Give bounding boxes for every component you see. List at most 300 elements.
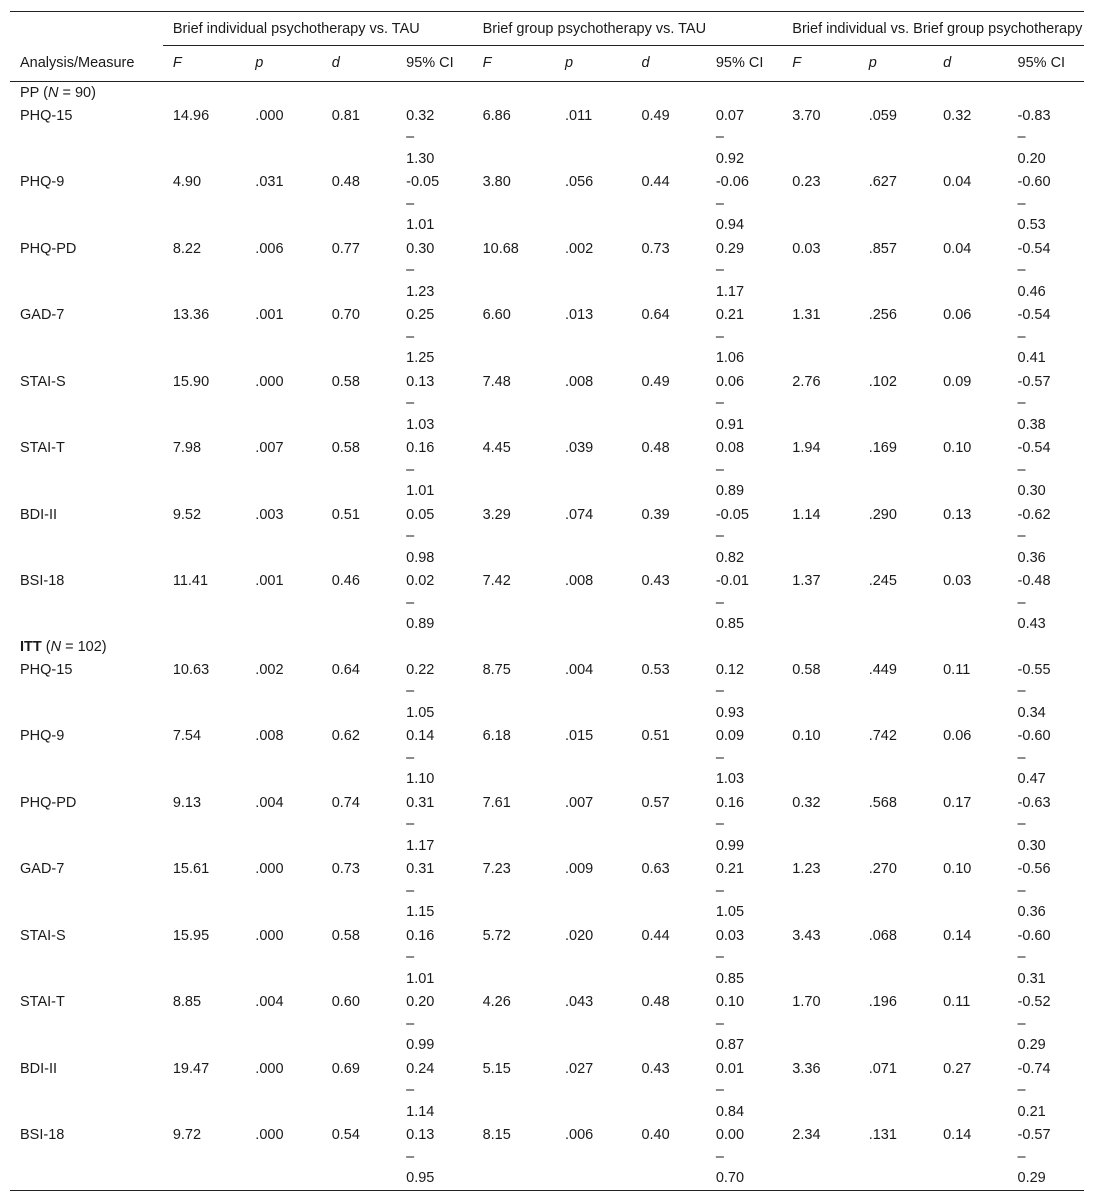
individual-vs-group-p-value: .059 <box>868 107 897 124</box>
ci-upper: 0.89 <box>715 483 745 499</box>
individual-vs-group-ci-value <box>1008 303 1084 370</box>
individual-vs-tau-f-value: 15.95 <box>172 927 210 944</box>
group-vs-tau-ci-value <box>706 503 782 570</box>
results-table <box>10 11 1084 1191</box>
individual-vs-group-d-value: 0.32 <box>943 107 972 124</box>
ci-separator: – <box>715 528 724 544</box>
individual-vs-group-p-value: .196 <box>868 994 897 1010</box>
individual-vs-tau-p-value: .000 <box>255 927 284 944</box>
group-vs-tau-ci-value <box>706 724 782 791</box>
ci-upper: 0.84 <box>715 1103 745 1120</box>
ci-upper: 0.36 <box>1017 549 1046 566</box>
ci-separator: – <box>715 1148 724 1165</box>
ci-upper: 1.03 <box>406 416 435 433</box>
group-vs-tau-p-value: .009 <box>565 861 594 877</box>
group-vs-tau-d-value: 0.73 <box>641 240 670 257</box>
individual-vs-tau-p-value: .000 <box>255 107 284 124</box>
group-vs-tau-f-value: 3.29 <box>482 506 511 523</box>
ci-lower: 0.02 <box>406 573 435 589</box>
ci-upper: 0.87 <box>715 1037 745 1053</box>
individual-vs-tau-p-value: .001 <box>255 573 284 589</box>
group-vs-tau-d-value: 0.39 <box>641 506 670 523</box>
measure-name: GAD-7 <box>20 861 65 877</box>
individual-vs-tau-ci-value <box>396 924 472 991</box>
individual-vs-tau-d-value: 0.62 <box>331 728 360 744</box>
ci-lower: -0.48 <box>1017 573 1051 589</box>
group-vs-tau-d-value: 0.40 <box>631 1123 705 1190</box>
group-vs-tau-ci-value <box>706 990 782 1057</box>
ci-separator: – <box>1017 328 1026 345</box>
ci-separator: – <box>1017 528 1026 544</box>
ci-separator: – <box>406 949 415 965</box>
individual-vs-tau-d-value: 0.58 <box>331 927 360 944</box>
individual-vs-group-p-value: .270 <box>868 861 897 877</box>
individual-vs-group-ci-value <box>1008 990 1084 1057</box>
ci-lower: -0.54 <box>1017 240 1051 257</box>
individual-vs-tau-ci-value <box>396 724 472 791</box>
individual-vs-group-f-value: 2.76 <box>792 373 821 390</box>
ci-separator: – <box>1017 395 1026 411</box>
ci-lower: 0.20 <box>406 994 435 1010</box>
ci-separator: – <box>715 328 724 345</box>
ci-upper: 0.85 <box>715 970 745 987</box>
ci-separator: – <box>715 683 724 699</box>
ci-separator: – <box>1017 1148 1026 1165</box>
ci-separator: – <box>1017 749 1026 766</box>
individual-vs-group-ci-value <box>1008 791 1084 858</box>
individual-vs-tau-p-value: .000 <box>255 1060 284 1077</box>
individual-vs-group-d-value: 0.27 <box>943 1060 972 1077</box>
ci-separator: – <box>1017 129 1026 145</box>
individual-vs-group-p-value: .256 <box>868 307 897 323</box>
individual-vs-group-f-value: 3.36 <box>792 1060 821 1077</box>
section-n-value: = 102) <box>61 638 107 655</box>
group-vs-tau-ci-value <box>706 104 782 171</box>
ci-upper: 0.46 <box>1017 283 1046 300</box>
table-row <box>10 436 1084 503</box>
group-vs-tau-p-value: .011 <box>565 107 593 124</box>
group-vs-tau-f-value: 4.45 <box>482 440 511 456</box>
measure-name: PHQ-PD <box>20 240 77 257</box>
individual-vs-group-p-value: .568 <box>868 794 897 811</box>
group-vs-tau-ci-value <box>706 170 782 237</box>
individual-vs-tau-ci-value <box>396 658 472 725</box>
ci-lower: 0.13 <box>406 373 435 390</box>
group-vs-tau-ci-value <box>706 237 782 304</box>
individual-vs-tau-ci-value <box>396 1057 472 1124</box>
individual-vs-group-d-value: 0.09 <box>943 373 972 390</box>
ci-upper: 0.30 <box>1017 837 1046 854</box>
ci-lower: -0.54 <box>1017 307 1051 323</box>
ci-lower: 0.07 <box>715 107 745 124</box>
group-vs-tau-ci-value <box>706 658 782 725</box>
group-vs-tau-d-value: 0.57 <box>641 794 670 811</box>
individual-vs-tau-p-value: .001 <box>255 307 284 323</box>
ci-lower: -0.05 <box>715 506 749 523</box>
individual-vs-group-ci-value <box>1008 658 1084 725</box>
individual-vs-tau-f-value: 14.96 <box>172 107 210 124</box>
ci-upper: 0.98 <box>406 549 435 566</box>
individual-vs-tau-d-value: 0.81 <box>331 107 360 124</box>
individual-vs-tau-d-value: 0.58 <box>331 373 360 390</box>
ci-separator: – <box>715 1015 724 1032</box>
individual-vs-tau-ci-value <box>396 857 472 924</box>
row-label-header: Analysis/Measure <box>10 12 163 82</box>
ci-lower: 0.21 <box>715 861 745 877</box>
table-row <box>10 370 1084 437</box>
individual-vs-group-p-value: .627 <box>868 174 897 190</box>
individual-vs-group-ci-value <box>1008 237 1084 304</box>
group-vs-tau-d-value: 0.44 <box>641 174 670 190</box>
section-label-bold: ITT <box>20 638 42 655</box>
group-vs-tau-ci-value <box>706 924 782 991</box>
individual-vs-tau-d-value: 0.54 <box>322 1123 396 1190</box>
individual-vs-tau-p-value: .008 <box>255 728 284 744</box>
table-row <box>10 1057 1084 1124</box>
ci-separator: – <box>715 195 724 212</box>
individual-vs-group-ci-value <box>1008 436 1084 503</box>
group-vs-tau-d-value: 0.64 <box>641 307 670 323</box>
individual-vs-group-p-value: .449 <box>868 661 897 678</box>
ci-separator: – <box>406 328 415 345</box>
ci-separator: – <box>406 461 415 478</box>
individual-vs-group-p-value: .102 <box>868 373 897 390</box>
individual-vs-group-ci-value <box>1008 569 1084 636</box>
individual-vs-tau-d-value: 0.73 <box>331 861 360 877</box>
individual-vs-tau-p-value: .000 <box>245 1123 321 1190</box>
group-vs-tau-f-value: 8.15 <box>473 1123 555 1190</box>
ci-separator: – <box>406 1148 415 1165</box>
results-table-container <box>10 11 1084 1191</box>
ci-separator: – <box>1017 594 1026 611</box>
ci-lower: -0.60 <box>1017 174 1051 190</box>
ci-upper: 1.15 <box>406 904 435 920</box>
stat-header-d: d <box>631 46 705 82</box>
section-label <box>10 81 1084 104</box>
ci-upper: 0.20 <box>1017 150 1046 167</box>
table-body <box>10 81 1084 1190</box>
section-label-text: ( <box>41 638 51 655</box>
individual-vs-tau-p-value: .002 <box>255 661 284 678</box>
ci-separator: – <box>406 195 415 212</box>
individual-vs-group-f-value: 1.70 <box>792 994 821 1010</box>
group-vs-tau-p-value: .074 <box>565 506 594 523</box>
ci-lower: 0.13 <box>406 1127 435 1143</box>
individual-vs-group-d-value: 0.06 <box>943 307 972 323</box>
ci-lower: 0.08 <box>715 440 745 456</box>
ci-lower: -0.74 <box>1017 1060 1051 1077</box>
measure-name: STAI-T <box>20 994 65 1010</box>
group-vs-tau-ci-value <box>706 303 782 370</box>
individual-vs-tau-ci-value <box>396 170 472 237</box>
ci-upper: 1.06 <box>715 350 745 366</box>
ci-lower: -0.57 <box>1017 373 1051 390</box>
stat-header-d: d <box>322 46 396 82</box>
individual-vs-group-p-value: .169 <box>868 440 897 456</box>
table-row <box>10 569 1084 636</box>
stat-header-p: p <box>245 46 321 82</box>
group-vs-tau-ci-value <box>706 370 782 437</box>
ci-upper: 0.85 <box>715 616 745 632</box>
individual-vs-tau-ci-value <box>396 104 472 171</box>
ci-lower: 0.12 <box>715 661 745 678</box>
ci-separator: – <box>715 461 724 478</box>
measure-name: BDI-II <box>20 506 58 523</box>
ci-separator: – <box>406 882 415 899</box>
table-row <box>10 303 1084 370</box>
ci-lower: 0.00 <box>715 1127 745 1143</box>
table-row <box>10 503 1084 570</box>
individual-vs-group-d-value: 0.04 <box>943 240 972 257</box>
individual-vs-group-ci-value <box>1008 924 1084 991</box>
group-vs-tau-ci-value <box>706 436 782 503</box>
group-vs-tau-d-value: 0.43 <box>641 1060 670 1077</box>
table-row <box>10 170 1084 237</box>
individual-vs-tau-f-value: 8.85 <box>172 994 202 1010</box>
individual-vs-group-ci-value <box>1008 104 1084 171</box>
group-vs-tau-p-value: .043 <box>565 994 594 1010</box>
group-vs-tau-p-value: .008 <box>565 573 594 589</box>
group-vs-tau-p-value: .013 <box>565 307 594 323</box>
individual-vs-group-d-value: 0.13 <box>943 506 972 523</box>
individual-vs-tau-p-value: .031 <box>255 174 284 190</box>
ci-upper: 0.31 <box>1017 970 1046 987</box>
ci-lower: 0.06 <box>715 373 745 390</box>
individual-vs-group-p-value: .068 <box>868 927 897 944</box>
group-vs-tau-ci-value <box>706 1123 782 1190</box>
ci-separator: – <box>406 594 415 611</box>
individual-vs-tau-d-value: 0.64 <box>331 661 360 678</box>
table-row <box>10 924 1084 991</box>
ci-upper: 0.38 <box>1017 416 1046 433</box>
header-stat-row <box>10 46 1084 82</box>
stat-header-p: p <box>859 46 933 82</box>
ci-lower: -0.05 <box>406 174 440 190</box>
ci-separator: – <box>1017 262 1026 278</box>
individual-vs-tau-ci-value <box>396 237 472 304</box>
ci-upper: 1.17 <box>715 283 745 300</box>
ci-separator: – <box>715 1082 724 1098</box>
individual-vs-group-p-value: .742 <box>868 728 897 744</box>
individual-vs-tau-f-value: 8.22 <box>172 240 202 257</box>
individual-vs-group-f-value: 0.10 <box>792 728 821 744</box>
group-vs-tau-p-value: .039 <box>565 440 594 456</box>
ci-separator: – <box>406 528 415 544</box>
group-vs-tau-d-value: 0.44 <box>641 927 670 944</box>
group-vs-tau-d-value: 0.63 <box>641 861 670 877</box>
individual-vs-tau-ci-value <box>396 990 472 1057</box>
group-vs-tau-f-value: 5.15 <box>482 1060 511 1077</box>
individual-vs-tau-f-value: 9.72 <box>163 1123 245 1190</box>
individual-vs-tau-ci-value <box>396 303 472 370</box>
table-row <box>10 857 1084 924</box>
ci-upper: 0.99 <box>406 1037 435 1053</box>
section-header-row <box>10 81 1084 104</box>
stat-header-f: F <box>473 46 555 82</box>
ci-separator: – <box>406 129 415 145</box>
ci-upper: 1.23 <box>406 283 435 300</box>
individual-vs-tau-f-value: 9.52 <box>172 506 202 523</box>
individual-vs-tau-f-value: 11.41 <box>172 573 209 589</box>
group-vs-tau-d-value: 0.48 <box>641 440 670 456</box>
ci-separator: – <box>1017 949 1026 965</box>
stat-header-ci: 95% CI <box>706 46 782 82</box>
ci-upper: 0.41 <box>1017 350 1046 366</box>
ci-lower: 0.30 <box>406 240 435 257</box>
group-vs-tau-p-value: .008 <box>565 373 594 390</box>
ci-upper: 0.89 <box>406 616 435 632</box>
section-n-value: = 90) <box>58 84 96 101</box>
individual-vs-tau-f-value: 19.47 <box>172 1060 210 1077</box>
section-label <box>10 636 1084 658</box>
individual-vs-tau-d-value: 0.46 <box>331 573 360 589</box>
individual-vs-group-ci-value <box>1008 724 1084 791</box>
group-vs-tau-p-value: .027 <box>565 1060 594 1077</box>
ci-separator: – <box>406 395 415 411</box>
individual-vs-group-ci-value <box>1008 1057 1084 1124</box>
individual-vs-tau-p-value: .000 <box>255 373 284 390</box>
ci-separator: – <box>715 395 724 411</box>
individual-vs-group-f-value: 0.32 <box>792 794 821 811</box>
individual-vs-group-ci-value <box>1008 857 1084 924</box>
ci-upper: 1.03 <box>715 771 745 787</box>
individual-vs-tau-f-value: 7.54 <box>172 728 202 744</box>
group-vs-tau-p-value: .015 <box>565 728 594 744</box>
ci-upper: 1.25 <box>406 350 435 366</box>
individual-vs-tau-d-value: 0.69 <box>331 1060 360 1077</box>
measure-name: PHQ-PD <box>20 794 77 811</box>
ci-upper: 0.34 <box>1017 704 1046 721</box>
ci-lower: 0.31 <box>406 861 435 877</box>
individual-vs-tau-p-value: .004 <box>255 794 284 811</box>
individual-vs-group-d-value: 0.06 <box>943 728 972 744</box>
group-vs-tau-p-value: .020 <box>565 927 594 944</box>
individual-vs-group-d-value: 0.10 <box>943 440 972 456</box>
ci-lower: 0.03 <box>715 927 745 944</box>
group-header-individual-vs-group: Brief individual vs. Brief group psychotherapy <box>782 12 1084 46</box>
table-row <box>10 724 1084 791</box>
group-vs-tau-p-value: .006 <box>555 1123 631 1190</box>
individual-vs-group-ci-value <box>1008 370 1084 437</box>
group-vs-tau-f-value: 6.60 <box>482 307 511 323</box>
individual-vs-group-f-value: 0.23 <box>792 174 821 190</box>
measure-name: PHQ-15 <box>20 661 73 678</box>
ci-upper: 1.01 <box>406 970 435 987</box>
ci-separator: – <box>1017 461 1026 478</box>
individual-vs-group-p-value: .290 <box>868 506 897 523</box>
individual-vs-tau-f-value: 9.13 <box>172 794 202 811</box>
individual-vs-tau-p-value: .003 <box>255 506 284 523</box>
ci-separator: – <box>1017 683 1026 699</box>
ci-lower: -0.06 <box>715 174 749 190</box>
ci-separator: – <box>406 262 415 278</box>
measure-name: STAI-S <box>20 927 66 944</box>
individual-vs-group-f-value: 0.03 <box>792 240 821 257</box>
individual-vs-group-f-value: 3.43 <box>792 927 821 944</box>
group-vs-tau-f-value: 8.75 <box>482 661 511 678</box>
group-vs-tau-ci-value <box>706 857 782 924</box>
table-row <box>10 990 1084 1057</box>
ci-upper: 0.36 <box>1017 904 1046 920</box>
ci-separator: – <box>1017 1015 1026 1032</box>
individual-vs-tau-f-value: 13.36 <box>172 307 210 323</box>
ci-lower: 0.01 <box>715 1060 745 1077</box>
ci-lower: -0.56 <box>1017 861 1051 877</box>
group-vs-tau-d-value: 0.49 <box>641 373 670 390</box>
group-vs-tau-f-value: 7.42 <box>482 573 511 589</box>
individual-vs-tau-d-value: 0.77 <box>331 240 360 257</box>
ci-separator: – <box>715 749 724 766</box>
ci-lower: 0.22 <box>406 661 435 678</box>
ci-separator: – <box>715 594 724 611</box>
measure-name: PHQ-9 <box>20 174 65 190</box>
ci-upper: 0.21 <box>1017 1103 1046 1120</box>
group-vs-tau-f-value: 5.72 <box>482 927 511 944</box>
section-header-row <box>10 636 1084 658</box>
table-row <box>10 791 1084 858</box>
ci-separator: – <box>406 749 415 766</box>
individual-vs-group-f-value: 1.94 <box>792 440 821 456</box>
stat-header-p: p <box>555 46 631 82</box>
ci-lower: 0.31 <box>406 794 435 811</box>
ci-separator: – <box>715 262 724 278</box>
ci-separator: – <box>406 1082 415 1098</box>
ci-upper: 0.43 <box>1017 616 1046 632</box>
ci-upper: 0.99 <box>715 837 745 854</box>
individual-vs-group-p-value: .131 <box>859 1123 933 1190</box>
group-header-individual-vs-tau: Brief individual psychotherapy vs. TAU <box>163 12 473 46</box>
individual-vs-group-d-value: 0.11 <box>943 994 971 1010</box>
table-row <box>10 104 1084 171</box>
group-vs-tau-d-value: 0.53 <box>641 661 670 678</box>
group-vs-tau-f-value: 7.48 <box>482 373 511 390</box>
ci-lower: 0.05 <box>406 506 435 523</box>
group-vs-tau-ci-value <box>706 791 782 858</box>
individual-vs-group-ci-value <box>1008 170 1084 237</box>
individual-vs-tau-f-value: 10.63 <box>172 661 210 678</box>
individual-vs-tau-p-value: .007 <box>255 440 284 456</box>
group-vs-tau-d-value: 0.43 <box>641 573 670 589</box>
group-vs-tau-f-value: 4.26 <box>482 994 511 1010</box>
individual-vs-group-d-value: 0.11 <box>943 661 971 678</box>
group-vs-tau-f-value: 6.18 <box>482 728 511 744</box>
measure-name: BSI-18 <box>10 1123 163 1190</box>
stat-header-ci: 95% CI <box>1008 46 1084 82</box>
ci-separator: – <box>1017 882 1026 899</box>
group-vs-tau-f-value: 6.86 <box>482 107 511 124</box>
ci-lower: -0.62 <box>1017 506 1051 523</box>
individual-vs-tau-f-value: 15.90 <box>172 373 210 390</box>
individual-vs-tau-ci-value <box>396 436 472 503</box>
ci-upper: 1.17 <box>406 837 435 854</box>
ci-upper: 0.29 <box>1017 1037 1046 1053</box>
ci-lower: -0.63 <box>1017 794 1051 811</box>
section-n-symbol: N <box>47 84 59 101</box>
ci-upper: 1.01 <box>406 483 435 499</box>
ci-lower: 0.25 <box>406 307 435 323</box>
ci-lower: -0.52 <box>1017 994 1051 1010</box>
ci-lower: 0.14 <box>406 728 435 744</box>
measure-name: GAD-7 <box>20 307 65 323</box>
stat-header-d: d <box>933 46 1007 82</box>
ci-separator: – <box>1017 1082 1026 1098</box>
individual-vs-group-p-value: .857 <box>868 240 897 257</box>
individual-vs-tau-ci-value <box>396 370 472 437</box>
ci-upper: 0.82 <box>715 549 745 566</box>
group-vs-tau-p-value: .007 <box>565 794 594 811</box>
ci-upper: 0.29 <box>1017 1170 1046 1186</box>
section-n-symbol: N <box>50 638 62 655</box>
